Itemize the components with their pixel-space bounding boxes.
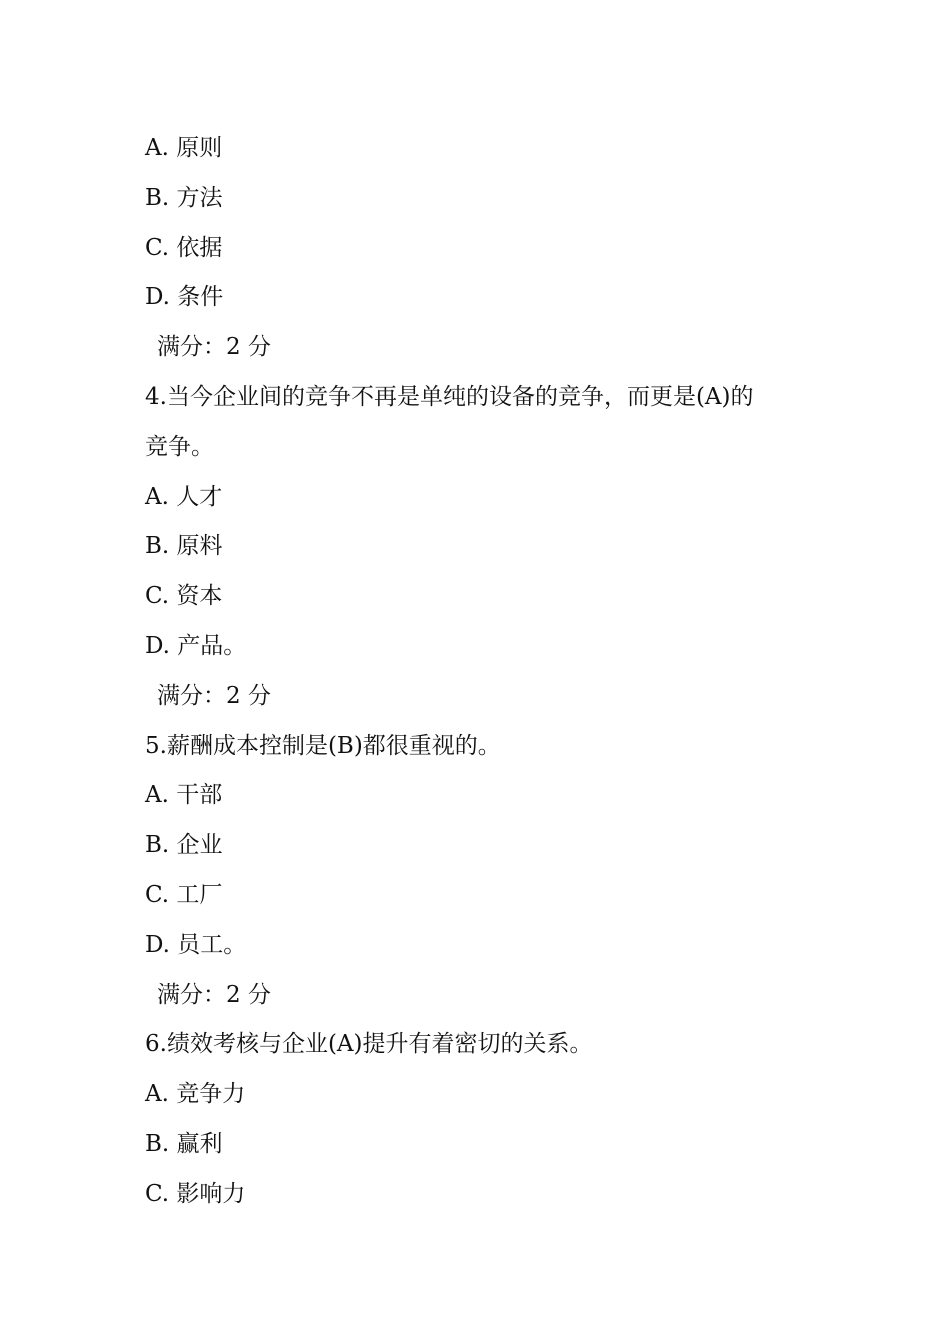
score-line: 满分：2 分	[157, 981, 271, 1008]
option-line: A. 人才	[145, 483, 223, 510]
score-line: 满分：2 分	[157, 682, 271, 709]
option-line: D. 条件	[145, 284, 224, 311]
option-line: C. 影响力	[145, 1180, 246, 1207]
option-line: B. 企业	[145, 832, 223, 859]
option-line: B. 原料	[145, 533, 223, 560]
option-line: C. 工厂	[145, 881, 223, 908]
score-line: 满分：2 分	[157, 334, 271, 361]
option-line: D. 产品。	[145, 632, 247, 659]
option-line: A. 原则	[145, 135, 223, 161]
option-line: C. 依据	[145, 234, 223, 261]
option-line: C. 资本	[145, 583, 223, 610]
option-line: A. 竞争力	[145, 1081, 246, 1108]
question-line: 4.当今企业间的竞争不再是单纯的设备的竞争，而更是(A)的	[145, 383, 754, 410]
option-line: D. 员工。	[145, 931, 247, 958]
question-line: 5.薪酬成本控制是(B)都很重视的。	[145, 732, 501, 759]
question-line: 6.绩效考核与企业(A)提升有着密切的关系。	[145, 1031, 593, 1058]
option-line: A. 干部	[145, 782, 223, 809]
question-line-continued: 竞争。	[145, 433, 214, 460]
option-line: B. 方法	[145, 184, 223, 211]
document-content	[145, 124, 825, 1220]
option-line: B. 赢利	[145, 1130, 223, 1157]
